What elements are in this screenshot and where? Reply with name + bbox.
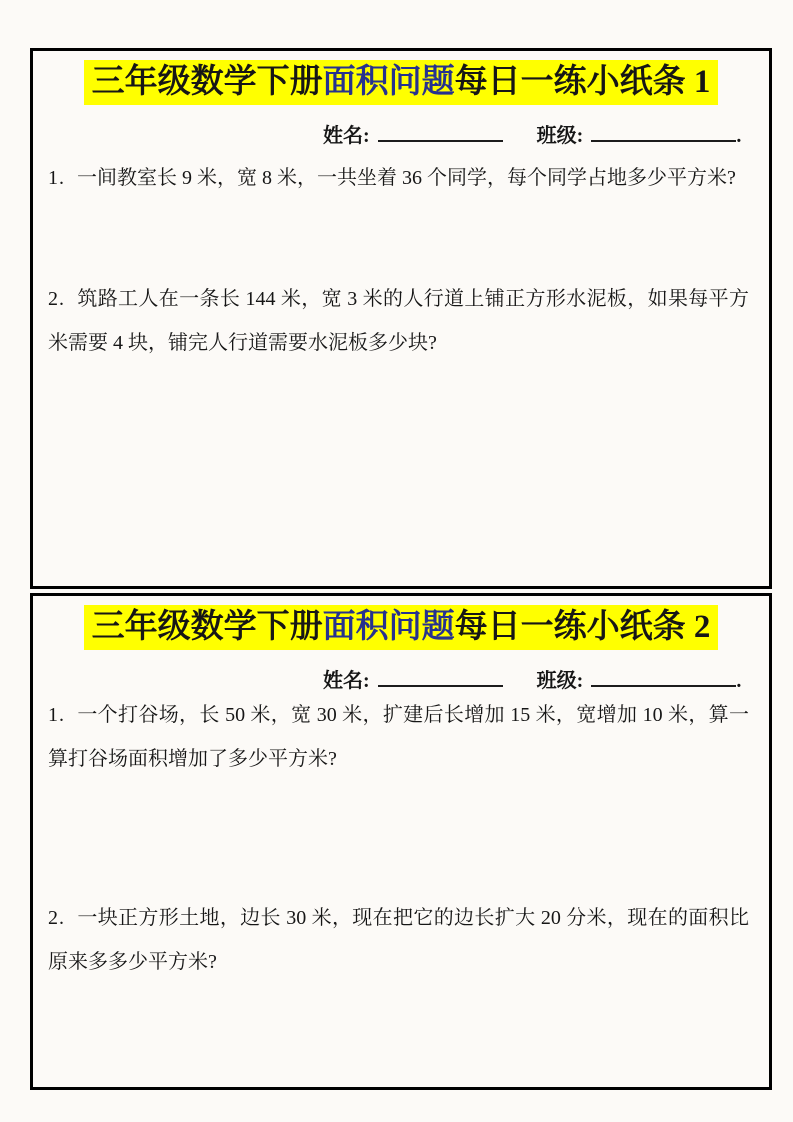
problem-number: 1. <box>48 704 65 726</box>
problem-1 <box>48 693 749 781</box>
title-post: 每日一练小纸条 1 <box>454 64 711 100</box>
section-title <box>84 60 719 105</box>
class-blank-line <box>591 123 736 142</box>
title-pre: 三年级数学下册 <box>91 64 323 100</box>
section-title <box>84 605 719 650</box>
name-label: 姓名: <box>323 125 370 147</box>
name-blank-line <box>378 123 503 142</box>
class-blank-line <box>591 668 736 687</box>
problem-2 <box>48 896 749 984</box>
problem-number: 2. <box>48 907 65 929</box>
section-title-row <box>33 605 769 650</box>
problem-number: 1. <box>48 167 65 189</box>
problem-1 <box>48 156 749 200</box>
name-blank-line <box>378 668 503 687</box>
section-title-row <box>33 60 769 105</box>
problem-text: 筑路工人在一条长 144 米，宽 3 米的人行道上铺正方形水泥板，如果每平方米需要 4 块，铺完人行道需要水泥板多少块? <box>48 288 749 354</box>
trailing-period: . <box>736 125 742 147</box>
name-class-row <box>323 119 759 148</box>
class-label: 班级: <box>536 125 584 147</box>
problem-number: 2. <box>48 288 65 310</box>
problem-text: 一块正方形土地，边长 30 米，现在把它的边长扩大 20 分米，现在的面积比原来多多少平方米? <box>48 907 749 973</box>
worksheet-section-1 <box>30 48 772 589</box>
worksheet-section-2 <box>30 593 772 1090</box>
title-post: 每日一练小纸条 2 <box>454 609 711 645</box>
name-class-row <box>323 664 759 693</box>
problem-text: 一间教室长 9 米，宽 8 米，一共坐着 36 个同学，每个同学占地多少平方米? <box>77 167 736 189</box>
title-pre: 三年级数学下册 <box>91 609 323 645</box>
title-highlight-blue: 面积问题 <box>322 64 455 100</box>
class-label: 班级: <box>536 670 584 692</box>
trailing-period: . <box>736 670 742 692</box>
problem-text: 一个打谷场，长 50 米，宽 30 米，扩建后长增加 15 米，宽增加 10 米，算一算打谷场面积增加了多少平方米? <box>48 704 749 770</box>
title-highlight-blue: 面积问题 <box>322 609 455 645</box>
problem-2 <box>48 277 749 365</box>
name-label: 姓名: <box>323 670 370 692</box>
